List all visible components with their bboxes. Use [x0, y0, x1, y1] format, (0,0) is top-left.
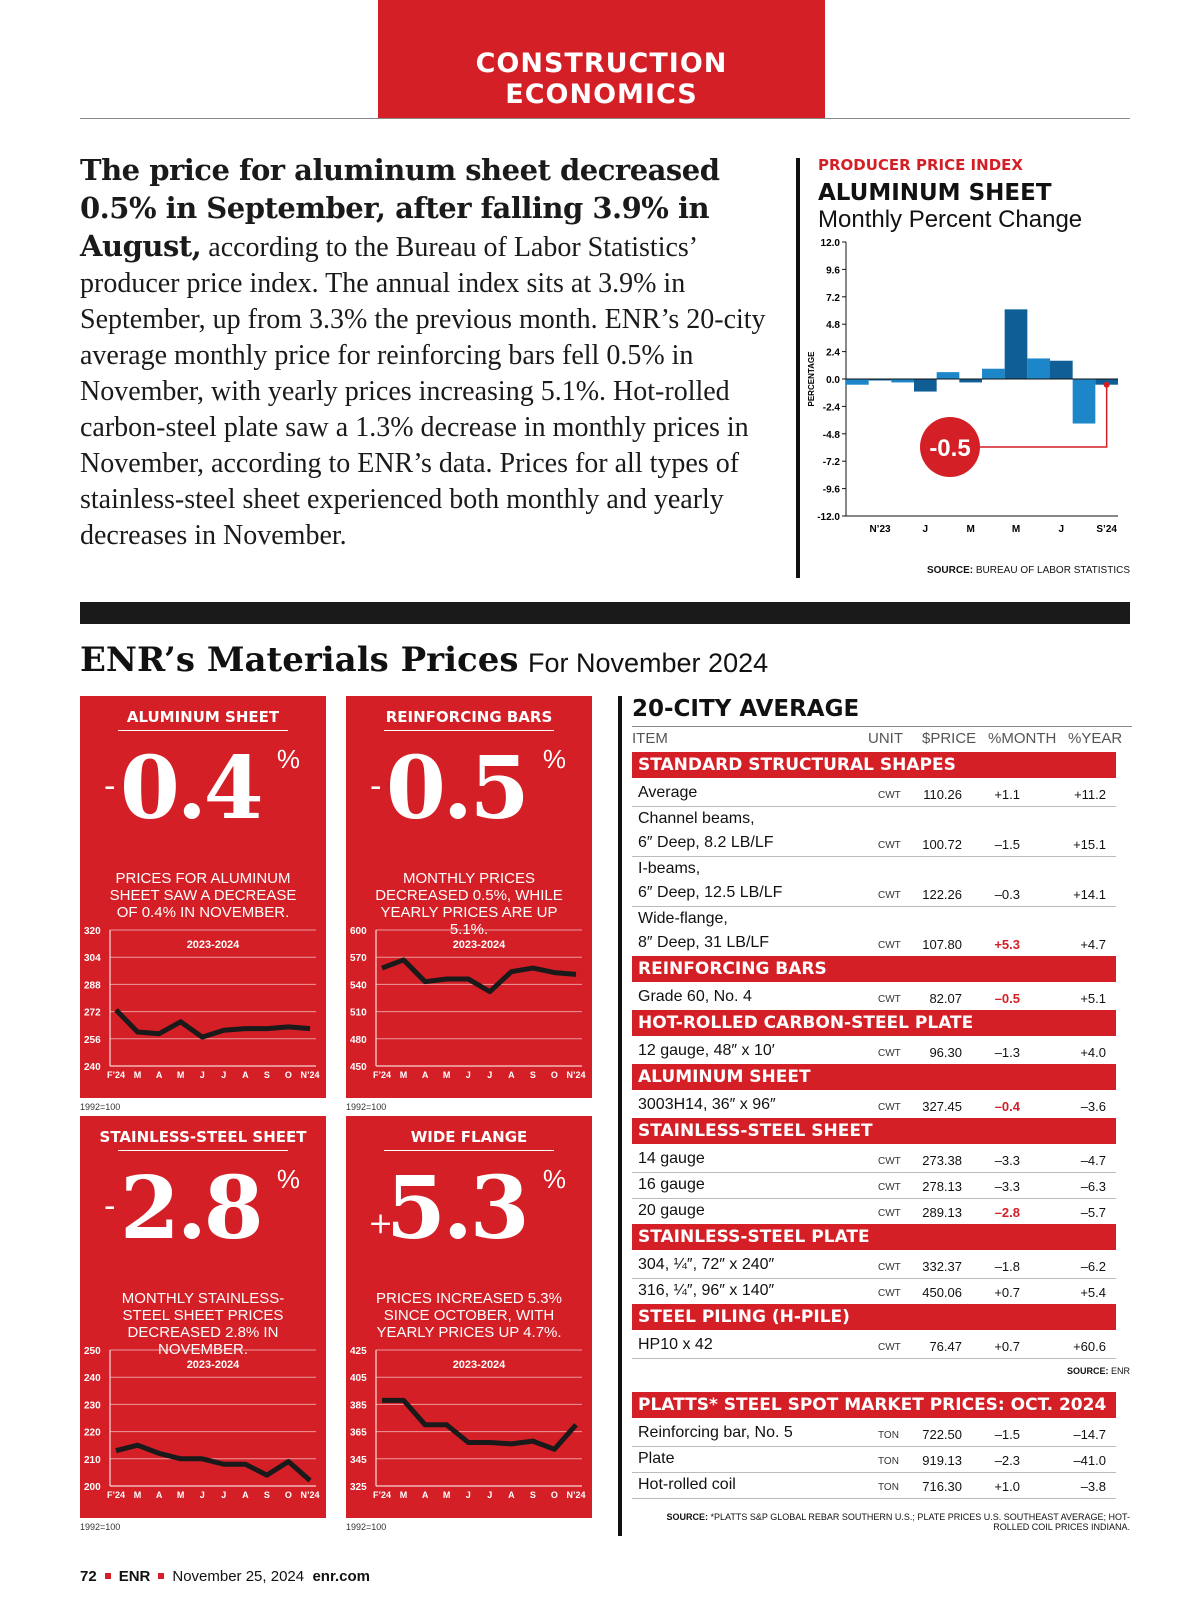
col-header-month: %MONTH — [988, 730, 1057, 747]
card-y-tick-label: 240 — [84, 1062, 101, 1073]
row-year: –14.7 — [1073, 1427, 1106, 1442]
category-header: HOT-ROLLED CARBON-STEEL PLATE — [632, 1010, 1116, 1036]
row-price: 278.13 — [922, 1179, 962, 1194]
row-item: 20 gauge — [638, 1202, 705, 1219]
card-title: WIDE FLANGE — [346, 1128, 592, 1151]
card-x-tick-label: J — [465, 1070, 471, 1080]
row-month: –2.8 — [994, 1205, 1020, 1220]
ppi-y-axis-label: PERCENTAGE — [807, 351, 816, 407]
card-x-tick-label: A — [155, 1490, 163, 1500]
ppi-y-tick-label: 2.4 — [826, 347, 840, 359]
card-x-tick-label: A — [508, 1070, 515, 1080]
row-year: +5.1 — [1080, 991, 1106, 1006]
row-month: +1.0 — [994, 1479, 1020, 1494]
card-title: ALUMINUM SHEET — [80, 708, 326, 731]
base-year-note: 1992=100 — [80, 1102, 121, 1112]
card-y-tick-label: 250 — [84, 1346, 101, 1357]
row-month: +0.7 — [994, 1285, 1020, 1300]
card-x-tick-label: O — [550, 1070, 558, 1080]
row-price: 100.72 — [922, 837, 962, 852]
row-item: I-beams, — [638, 860, 701, 877]
card-x-tick-label: F’24 — [372, 1490, 392, 1500]
ppi-subtitle: Monthly Percent Change — [818, 206, 1083, 233]
card-x-tick-label: O — [550, 1490, 558, 1500]
platts-source-text: *PLATTS S&P GLOBAL REBAR SOUTHERN U.S.; PLATE PRICES U.S. SOUTHEAST AVERAGE; HOT-ROLLED COIL PRICES INDIANA. — [710, 1512, 1130, 1532]
ppi-bar — [937, 372, 960, 379]
card-line-chart — [80, 926, 326, 1098]
row-item: Channel beams, — [638, 810, 755, 827]
section-title: CONSTRUCTION ECONOMICS — [475, 48, 728, 110]
row-year: +11.2 — [1074, 787, 1106, 802]
row-unit: TON — [878, 1482, 899, 1493]
lead-body: according to the Bureau of Labor Statistics’ producer price index. The annual index sits at 3.9% in September, up from 3.3% the previous month. ENR’s 20-city average monthly price for reinforcing bars fell 0.5% in November, with yearly prices increasing 5.1%. Hot-rolled carbon-steel plate saw a 1.3% decrease in monthly prices in November, according to ENR’s data. Prices for all types of stainless-steel sheet experienced both monthly and yearly decreases in November. — [80, 232, 766, 551]
ppi-bar — [1073, 379, 1096, 424]
ppi-y-tick-label: -9.6 — [822, 484, 840, 496]
col-header-item: ITEM — [632, 730, 668, 747]
card-y-tick-label: 325 — [350, 1482, 367, 1493]
row-item: Plate — [638, 1450, 675, 1467]
base-year-note: 1992=100 — [346, 1102, 387, 1112]
footer-date: November 25, 2024 — [172, 1568, 305, 1585]
ppi-bar — [1005, 309, 1028, 379]
table-source — [900, 1366, 1130, 1376]
card-x-tick-label: M — [399, 1070, 408, 1080]
card-y-tick-label: 385 — [350, 1400, 367, 1412]
row-price: 76.47 — [929, 1339, 962, 1354]
table-rule — [618, 696, 622, 1536]
card-x-tick-label: M — [442, 1070, 451, 1080]
top-rule — [80, 118, 1130, 119]
ppi-source-label: SOURCE: — [926, 565, 974, 576]
row-unit: TON — [878, 1430, 899, 1441]
footer-square-icon — [158, 1573, 164, 1579]
row-month: –3.3 — [994, 1153, 1020, 1168]
row-item: 12 gauge, 48″ x 10′ — [638, 1042, 775, 1059]
card-chart-label: 2023-2024 — [452, 1359, 506, 1371]
base-year-note: 1992=100 — [346, 1522, 387, 1532]
ppi-bar — [982, 369, 1005, 379]
table-row — [632, 780, 1116, 807]
card-x-tick-label: J — [199, 1490, 205, 1500]
card-y-tick-label: 480 — [350, 1034, 367, 1046]
platts-header: PLATTS* STEEL SPOT MARKET PRICES: OCT. 2024 — [632, 1392, 1116, 1418]
row-price: 332.37 — [922, 1259, 962, 1274]
card-description: MONTHLY STAINLESS-STEEL SHEET PRICES DECREASED 2.8% IN NOVEMBER. — [121, 1290, 285, 1358]
price-card — [346, 1116, 592, 1518]
category-header: STAINLESS-STEEL PLATE — [632, 1224, 1116, 1250]
table-row — [632, 806, 1116, 857]
row-item: 8″ Deep, 31 LB/LF — [638, 934, 770, 951]
platts-source-label: SOURCE: — [666, 1512, 709, 1522]
row-price: 82.07 — [929, 991, 962, 1006]
row-item: 3003H14, 36″ x 96″ — [638, 1096, 776, 1113]
table-row — [632, 1472, 1116, 1499]
card-x-tick-label: N’24 — [566, 1070, 586, 1080]
card-series-line — [382, 960, 576, 992]
ppi-bar — [1050, 361, 1073, 379]
row-month: +5.3 — [994, 937, 1020, 952]
table-row — [632, 1252, 1116, 1279]
row-year: +15.1 — [1073, 837, 1106, 852]
card-percent-sign: % — [542, 744, 566, 774]
table-row — [632, 1420, 1116, 1447]
card-sign: + — [368, 1206, 394, 1241]
table-row — [632, 1278, 1116, 1305]
page-number: 72 — [80, 1568, 97, 1585]
row-month: –0.3 — [994, 887, 1020, 902]
table-row — [632, 1446, 1116, 1473]
ppi-x-tick-label: M — [966, 524, 975, 535]
table-row — [632, 984, 1116, 1011]
row-year: +4.7 — [1080, 937, 1106, 952]
footer-brand: ENR — [118, 1568, 151, 1585]
card-x-tick-label: J — [221, 1070, 227, 1080]
ppi-x-tick-label: N’23 — [869, 524, 891, 535]
card-line-chart — [80, 1346, 326, 1518]
section-tab — [378, 0, 825, 118]
row-year: –41.0 — [1073, 1453, 1106, 1468]
row-month: –1.3 — [994, 1045, 1020, 1060]
ppi-x-tick-label: M — [1011, 524, 1021, 535]
materials-title: ENR’s Materials Prices — [80, 640, 519, 680]
ppi-y-tick-label: -2.4 — [822, 402, 840, 414]
ppi-title: ALUMINUM SHEET — [818, 180, 1052, 206]
card-y-tick-label: 365 — [350, 1427, 367, 1439]
card-x-tick-label: A — [242, 1490, 249, 1500]
card-x-tick-label: A — [242, 1070, 249, 1080]
platts-source — [640, 1512, 1130, 1532]
card-chart-label: 2023-2024 — [186, 939, 240, 951]
price-card — [80, 1116, 326, 1518]
card-y-tick-label: 210 — [84, 1454, 101, 1466]
table-row — [632, 856, 1116, 907]
card-x-tick-label: S — [529, 1490, 536, 1500]
category-header: STEEL PILING (H-PILE) — [632, 1304, 1116, 1330]
row-item: 304, ¼″, 72″ x 240″ — [638, 1256, 775, 1273]
ppi-kicker: PRODUCER PRICE INDEX — [818, 156, 1023, 174]
card-x-tick-label: S — [529, 1070, 536, 1080]
ppi-y-tick-label: -7.2 — [822, 457, 840, 469]
ppi-bar — [1027, 358, 1050, 379]
ppi-x-tick-label: J — [922, 524, 929, 535]
card-series-line — [116, 1445, 310, 1480]
row-year: +14.1 — [1073, 887, 1106, 902]
card-y-tick-label: 345 — [350, 1454, 367, 1466]
row-year: –6.2 — [1080, 1259, 1106, 1274]
table-row — [632, 1172, 1116, 1199]
row-year: –5.7 — [1080, 1205, 1106, 1220]
card-y-tick-label: 200 — [84, 1482, 101, 1493]
row-year: –4.7 — [1080, 1153, 1106, 1168]
table-row — [632, 1038, 1116, 1065]
table-title: 20-CITY AVERAGE — [632, 696, 860, 722]
row-item: Wide-flange, — [638, 910, 728, 927]
card-y-tick-label: 288 — [84, 980, 101, 992]
card-value: 0.4 — [120, 738, 261, 839]
table-row — [632, 1332, 1116, 1359]
card-x-tick-label: A — [508, 1490, 515, 1500]
row-unit: TON — [878, 1456, 899, 1467]
ppi-bar — [891, 379, 914, 382]
card-x-tick-label: M — [176, 1490, 185, 1500]
base-year-note: 1992=100 — [80, 1522, 121, 1532]
card-percent-sign: % — [542, 1164, 566, 1194]
card-y-tick-label: 450 — [350, 1062, 367, 1073]
row-month: –1.8 — [994, 1259, 1020, 1274]
row-unit: CWT — [878, 940, 901, 951]
row-item: Average — [638, 784, 698, 801]
card-y-tick-label: 510 — [350, 1007, 367, 1019]
row-month: –0.5 — [994, 991, 1020, 1006]
card-y-tick-label: 405 — [350, 1373, 367, 1385]
card-x-tick-label: A — [421, 1070, 429, 1080]
lead-paragraph — [80, 152, 780, 554]
section-divider-bar — [80, 602, 1130, 624]
card-x-tick-label: A — [421, 1490, 429, 1500]
ppi-x-tick-label: J — [1058, 524, 1065, 535]
card-value: 5.3 — [386, 1158, 527, 1259]
card-y-tick-label: 570 — [350, 953, 367, 965]
card-line-chart — [346, 1346, 592, 1518]
row-year: –3.8 — [1080, 1479, 1106, 1494]
card-x-tick-label: F’24 — [106, 1070, 126, 1080]
row-unit: CWT — [878, 1208, 901, 1219]
row-month: –0.4 — [994, 1099, 1020, 1114]
row-price: 327.45 — [922, 1099, 962, 1114]
card-x-tick-label: O — [284, 1490, 292, 1500]
row-price: 450.06 — [922, 1285, 962, 1300]
row-price: 96.30 — [929, 1045, 962, 1060]
table-row — [632, 1146, 1116, 1173]
row-item: 16 gauge — [638, 1176, 705, 1193]
card-y-tick-label: 304 — [84, 953, 101, 965]
card-x-tick-label: N’24 — [300, 1070, 320, 1080]
page-footer — [80, 1568, 370, 1585]
row-year: –3.6 — [1080, 1099, 1106, 1114]
card-x-tick-label: S — [263, 1490, 270, 1500]
lead-bold: The price for aluminum sheet decreased 0.5% in September, after falling 3.9% in August, — [80, 153, 720, 263]
row-month: +1.1 — [994, 787, 1020, 802]
row-month: –3.3 — [994, 1179, 1020, 1194]
card-title: REINFORCING BARS — [346, 708, 592, 731]
card-title: STAINLESS-STEEL SHEET — [80, 1128, 326, 1151]
row-unit: CWT — [878, 1262, 901, 1273]
footer-site: enr.com — [312, 1568, 370, 1585]
card-x-tick-label: M — [176, 1070, 185, 1080]
card-y-tick-label: 240 — [84, 1373, 101, 1385]
table-row — [632, 906, 1116, 957]
row-year: –6.3 — [1080, 1179, 1106, 1194]
ppi-bar-chart — [800, 238, 1130, 558]
card-x-tick-label: M — [442, 1490, 451, 1500]
ppi-source-text: BUREAU OF LABOR STATISTICS — [975, 565, 1130, 576]
card-y-tick-label: 272 — [84, 1007, 101, 1019]
card-value: 2.8 — [120, 1158, 261, 1259]
row-price: 122.26 — [922, 887, 962, 902]
card-y-tick-label: 600 — [350, 926, 367, 937]
card-description: PRICES INCREASED 5.3% SINCE OCTOBER, WITH YEARLY PRICES UP 4.7%. — [376, 1290, 562, 1341]
ppi-x-tick-label: S’24 — [1096, 524, 1117, 535]
col-header-unit: UNIT — [868, 730, 903, 747]
card-description: MONTHLY PRICES DECREASED 0.5%, WHILE YEARLY PRICES ARE UP 5.1%. — [375, 870, 563, 938]
ppi-callout-value: -0.5 — [929, 435, 971, 462]
card-y-tick-label: 320 — [84, 926, 101, 937]
price-card — [80, 696, 326, 1098]
card-x-tick-label: F’24 — [106, 1490, 126, 1500]
row-unit: CWT — [878, 994, 901, 1005]
row-year: +60.6 — [1073, 1339, 1106, 1354]
card-x-tick-label: S — [263, 1070, 270, 1080]
ppi-y-tick-label: 4.8 — [826, 320, 840, 332]
row-unit: CWT — [878, 1182, 901, 1193]
table-source-label: SOURCE: — [1066, 1366, 1109, 1376]
row-item: 316, ¼″, 96″ x 140″ — [638, 1282, 775, 1299]
row-item: 14 gauge — [638, 1150, 705, 1167]
card-chart-label: 2023-2024 — [452, 939, 506, 951]
col-header-year: %YEAR — [1068, 730, 1123, 747]
card-y-tick-label: 230 — [84, 1400, 101, 1412]
row-price: 110.26 — [923, 787, 962, 802]
card-value: 0.5 — [386, 738, 527, 839]
table-row — [632, 1092, 1116, 1119]
card-y-tick-label: 425 — [350, 1346, 367, 1357]
card-x-tick-label: N’24 — [300, 1490, 320, 1500]
col-header-price: $PRICE — [922, 730, 977, 747]
card-x-tick-label: J — [221, 1490, 227, 1500]
card-percent-sign: % — [276, 744, 300, 774]
ppi-bar — [846, 379, 869, 385]
ppi-y-tick-label: 0.0 — [826, 375, 840, 386]
card-percent-sign: % — [276, 1164, 300, 1194]
row-item: Hot-rolled coil — [638, 1476, 736, 1493]
row-unit: CWT — [878, 1288, 901, 1299]
ppi-y-tick-label: -12.0 — [817, 512, 840, 523]
category-header: REINFORCING BARS — [632, 956, 1116, 982]
category-header: STAINLESS-STEEL SHEET — [632, 1118, 1116, 1144]
row-unit: CWT — [878, 840, 901, 851]
category-header: ALUMINUM SHEET — [632, 1064, 1116, 1090]
ppi-y-tick-label: -4.8 — [822, 429, 840, 441]
card-x-tick-label: J — [465, 1490, 471, 1500]
row-month: –1.5 — [994, 1427, 1020, 1442]
card-x-tick-label: O — [284, 1070, 292, 1080]
card-x-tick-label: F’24 — [372, 1070, 392, 1080]
card-line-chart — [346, 926, 592, 1098]
card-x-tick-label: N’24 — [566, 1490, 586, 1500]
card-description: PRICES FOR ALUMINUM SHEET SAW A DECREASE OF 0.4% IN NOVEMBER. — [109, 870, 297, 921]
ppi-y-tick-label: 12.0 — [820, 238, 840, 249]
table-title-rule — [632, 726, 1132, 727]
card-x-tick-label: J — [487, 1490, 493, 1500]
card-sign: - — [104, 766, 116, 806]
row-year: +5.4 — [1080, 1285, 1106, 1300]
footer-square-icon — [105, 1573, 111, 1579]
card-y-tick-label: 256 — [84, 1034, 101, 1046]
row-unit: CWT — [878, 1156, 901, 1167]
row-unit: CWT — [878, 1048, 901, 1059]
category-header: STANDARD STRUCTURAL SHAPES — [632, 752, 1116, 778]
card-series-line — [116, 1010, 310, 1037]
row-unit: CWT — [878, 1342, 901, 1353]
row-unit: CWT — [878, 890, 901, 901]
row-price: 722.50 — [922, 1427, 962, 1442]
ppi-y-tick-label: 7.2 — [826, 292, 840, 304]
row-price: 919.13 — [922, 1453, 962, 1468]
ppi-bar — [914, 379, 937, 392]
row-price: 107.80 — [922, 937, 962, 952]
card-x-tick-label: M — [133, 1490, 142, 1500]
ppi-bar — [959, 379, 982, 382]
row-month: –2.3 — [994, 1453, 1020, 1468]
row-unit: CWT — [878, 1102, 901, 1113]
row-month: +0.7 — [994, 1339, 1020, 1354]
row-item: 6″ Deep, 8.2 LB/LF — [638, 834, 774, 851]
row-unit: CWT — [878, 790, 901, 801]
card-x-tick-label: A — [155, 1070, 163, 1080]
row-item: Grade 60, No. 4 — [638, 988, 752, 1005]
card-y-tick-label: 540 — [350, 980, 367, 992]
materials-subtitle: For November 2024 — [528, 648, 769, 678]
card-x-tick-label: M — [399, 1490, 408, 1500]
card-y-tick-label: 220 — [84, 1427, 101, 1439]
table-source-text: ENR — [1110, 1366, 1130, 1376]
row-year: +4.0 — [1080, 1045, 1106, 1060]
card-chart-label: 2023-2024 — [186, 1359, 240, 1371]
row-item: HP10 x 42 — [638, 1336, 713, 1353]
price-card — [346, 696, 592, 1098]
card-x-tick-label: J — [487, 1070, 493, 1080]
card-x-tick-label: J — [199, 1070, 205, 1080]
ppi-y-tick-label: 9.6 — [826, 265, 840, 277]
row-price: 289.13 — [922, 1205, 962, 1220]
card-x-tick-label: M — [133, 1070, 142, 1080]
ppi-source — [927, 565, 1130, 576]
row-month: –1.5 — [994, 837, 1020, 852]
row-item: Reinforcing bar, No. 5 — [638, 1424, 793, 1441]
card-sign: - — [370, 766, 382, 806]
card-sign: - — [104, 1186, 116, 1226]
row-item: 6″ Deep, 12.5 LB/LF — [638, 884, 783, 901]
table-row — [632, 1198, 1116, 1225]
row-price: 716.30 — [922, 1479, 962, 1494]
row-price: 273.38 — [922, 1153, 962, 1168]
card-series-line — [382, 1400, 576, 1449]
